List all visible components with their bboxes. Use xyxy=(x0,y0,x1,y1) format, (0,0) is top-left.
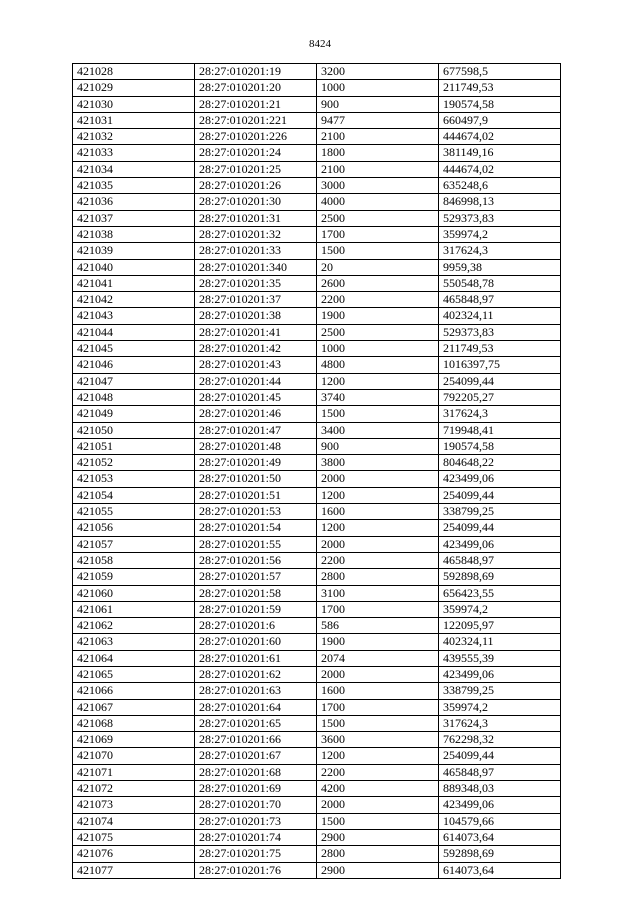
row-number-cell: 421037 xyxy=(73,210,195,226)
area-cell: 2000 xyxy=(317,536,439,552)
area-cell: 1600 xyxy=(317,683,439,699)
row-number-cell: 421034 xyxy=(73,161,195,177)
cadastral-number-cell: 28:27:010201:30 xyxy=(195,194,317,210)
area-cell: 900 xyxy=(317,438,439,454)
cadastral-number-cell: 28:27:010201:21 xyxy=(195,96,317,112)
cadastral-number-cell: 28:27:010201:75 xyxy=(195,846,317,862)
area-cell: 2200 xyxy=(317,764,439,780)
table-row xyxy=(73,634,561,650)
area-cell: 3400 xyxy=(317,422,439,438)
table-row xyxy=(73,569,561,585)
area-cell: 1700 xyxy=(317,226,439,242)
cadastral-value-cell: 190574,58 xyxy=(439,438,561,454)
cadastral-value-cell: 614073,64 xyxy=(439,829,561,845)
cadastral-value-cell: 792205,27 xyxy=(439,389,561,405)
cadastral-number-cell: 28:27:010201:63 xyxy=(195,683,317,699)
row-number-cell: 421069 xyxy=(73,732,195,748)
table-row xyxy=(73,178,561,194)
cadastral-value-cell: 677598,5 xyxy=(439,64,561,80)
table-row xyxy=(73,797,561,813)
cadastral-number-cell: 28:27:010201:67 xyxy=(195,748,317,764)
area-cell: 1600 xyxy=(317,504,439,520)
area-cell: 3740 xyxy=(317,389,439,405)
table-row xyxy=(73,389,561,405)
table-row xyxy=(73,471,561,487)
cadastral-number-cell: 28:27:010201:73 xyxy=(195,813,317,829)
area-cell: 4800 xyxy=(317,357,439,373)
area-cell: 2000 xyxy=(317,666,439,682)
cadastral-number-cell: 28:27:010201:6 xyxy=(195,618,317,634)
row-number-cell: 421050 xyxy=(73,422,195,438)
cadastral-value-cell: 529373,83 xyxy=(439,210,561,226)
area-cell: 3200 xyxy=(317,64,439,80)
table-body xyxy=(73,64,561,879)
page-number: 8424 xyxy=(309,38,331,50)
row-number-cell: 421064 xyxy=(73,650,195,666)
area-cell: 1200 xyxy=(317,748,439,764)
table-row xyxy=(73,64,561,80)
table-row xyxy=(73,373,561,389)
row-number-cell: 421061 xyxy=(73,601,195,617)
row-number-cell: 421047 xyxy=(73,373,195,389)
cadastral-number-cell: 28:27:010201:38 xyxy=(195,308,317,324)
cadastral-value-cell: 359974,2 xyxy=(439,226,561,242)
cadastral-value-cell: 439555,39 xyxy=(439,650,561,666)
table-row xyxy=(73,666,561,682)
cadastral-value-cell: 211749,53 xyxy=(439,341,561,357)
cadastral-value-cell: 444674,02 xyxy=(439,161,561,177)
row-number-cell: 421042 xyxy=(73,292,195,308)
cadastral-number-cell: 28:27:010201:66 xyxy=(195,732,317,748)
cadastral-number-cell: 28:27:010201:70 xyxy=(195,797,317,813)
area-cell: 1200 xyxy=(317,373,439,389)
area-cell: 2800 xyxy=(317,846,439,862)
table-row xyxy=(73,161,561,177)
cadastral-number-cell: 28:27:010201:340 xyxy=(195,259,317,275)
row-number-cell: 421036 xyxy=(73,194,195,210)
cadastral-number-cell: 28:27:010201:68 xyxy=(195,764,317,780)
area-cell: 1500 xyxy=(317,715,439,731)
cadastral-number-cell: 28:27:010201:59 xyxy=(195,601,317,617)
row-number-cell: 421070 xyxy=(73,748,195,764)
cadastral-value-cell: 423499,06 xyxy=(439,797,561,813)
table-row xyxy=(73,80,561,96)
cadastral-value-cell: 359974,2 xyxy=(439,699,561,715)
cadastral-value-cell: 254099,44 xyxy=(439,373,561,389)
cadastral-value-cell: 317624,3 xyxy=(439,715,561,731)
table-row xyxy=(73,650,561,666)
cadastral-number-cell: 28:27:010201:19 xyxy=(195,64,317,80)
cadastral-number-cell: 28:27:010201:51 xyxy=(195,487,317,503)
table-row xyxy=(73,438,561,454)
row-number-cell: 421053 xyxy=(73,471,195,487)
area-cell: 1900 xyxy=(317,308,439,324)
area-cell: 3000 xyxy=(317,178,439,194)
cadastral-number-cell: 28:27:010201:58 xyxy=(195,585,317,601)
cadastral-number-cell: 28:27:010201:20 xyxy=(195,80,317,96)
cadastral-number-cell: 28:27:010201:50 xyxy=(195,471,317,487)
row-number-cell: 421059 xyxy=(73,569,195,585)
cadastral-value-cell: 719948,41 xyxy=(439,422,561,438)
cadastral-number-cell: 28:27:010201:46 xyxy=(195,406,317,422)
cadastral-number-cell: 28:27:010201:69 xyxy=(195,781,317,797)
cadastral-value-cell: 656423,55 xyxy=(439,585,561,601)
area-cell: 1500 xyxy=(317,243,439,259)
table-row xyxy=(73,552,561,568)
cadastral-value-cell: 254099,44 xyxy=(439,487,561,503)
cadastral-number-cell: 28:27:010201:48 xyxy=(195,438,317,454)
cadastral-value-cell: 423499,06 xyxy=(439,536,561,552)
row-number-cell: 421051 xyxy=(73,438,195,454)
cadastral-number-cell: 28:27:010201:35 xyxy=(195,275,317,291)
area-cell: 2074 xyxy=(317,650,439,666)
cadastral-value-cell: 423499,06 xyxy=(439,471,561,487)
row-number-cell: 421062 xyxy=(73,618,195,634)
area-cell: 586 xyxy=(317,618,439,634)
table-row xyxy=(73,324,561,340)
cadastral-number-cell: 28:27:010201:61 xyxy=(195,650,317,666)
area-cell: 4200 xyxy=(317,781,439,797)
table-row xyxy=(73,308,561,324)
area-cell: 3600 xyxy=(317,732,439,748)
cadastral-number-cell: 28:27:010201:49 xyxy=(195,455,317,471)
cadastral-value-cell: 338799,25 xyxy=(439,504,561,520)
table-row xyxy=(73,504,561,520)
cadastral-number-cell: 28:27:010201:55 xyxy=(195,536,317,552)
row-number-cell: 421065 xyxy=(73,666,195,682)
row-number-cell: 421046 xyxy=(73,357,195,373)
row-number-cell: 421067 xyxy=(73,699,195,715)
area-cell: 20 xyxy=(317,259,439,275)
row-number-cell: 421029 xyxy=(73,80,195,96)
table-row xyxy=(73,145,561,161)
table-row xyxy=(73,275,561,291)
area-cell: 3800 xyxy=(317,455,439,471)
cadastral-number-cell: 28:27:010201:42 xyxy=(195,341,317,357)
cadastral-value-cell: 529373,83 xyxy=(439,324,561,340)
cadastral-value-cell: 465848,97 xyxy=(439,552,561,568)
cadastral-value-cell: 444674,02 xyxy=(439,129,561,145)
area-cell: 2500 xyxy=(317,324,439,340)
cadastral-value-table xyxy=(72,63,561,879)
table-row xyxy=(73,781,561,797)
cadastral-value-cell: 402324,11 xyxy=(439,308,561,324)
area-cell: 2900 xyxy=(317,829,439,845)
cadastral-value-cell: 804648,22 xyxy=(439,455,561,471)
area-cell: 1700 xyxy=(317,601,439,617)
cadastral-number-cell: 28:27:010201:53 xyxy=(195,504,317,520)
cadastral-number-cell: 28:27:010201:26 xyxy=(195,178,317,194)
area-cell: 9477 xyxy=(317,112,439,128)
row-number-cell: 421071 xyxy=(73,764,195,780)
row-number-cell: 421066 xyxy=(73,683,195,699)
area-cell: 2000 xyxy=(317,797,439,813)
area-cell: 900 xyxy=(317,96,439,112)
cadastral-value-cell: 660497,9 xyxy=(439,112,561,128)
table-row xyxy=(73,829,561,845)
table-row xyxy=(73,112,561,128)
table-row xyxy=(73,585,561,601)
cadastral-value-cell: 846998,13 xyxy=(439,194,561,210)
cadastral-number-cell: 28:27:010201:43 xyxy=(195,357,317,373)
row-number-cell: 421032 xyxy=(73,129,195,145)
area-cell: 1000 xyxy=(317,341,439,357)
cadastral-number-cell: 28:27:010201:33 xyxy=(195,243,317,259)
area-cell: 3100 xyxy=(317,585,439,601)
row-number-cell: 421045 xyxy=(73,341,195,357)
cadastral-value-cell: 338799,25 xyxy=(439,683,561,699)
area-cell: 2600 xyxy=(317,275,439,291)
table-row xyxy=(73,194,561,210)
cadastral-value-cell: 254099,44 xyxy=(439,520,561,536)
row-number-cell: 421068 xyxy=(73,715,195,731)
table-row xyxy=(73,226,561,242)
cadastral-value-cell: 550548,78 xyxy=(439,275,561,291)
table-row xyxy=(73,862,561,878)
cadastral-number-cell: 28:27:010201:65 xyxy=(195,715,317,731)
cadastral-value-cell: 1016397,75 xyxy=(439,357,561,373)
table-row xyxy=(73,422,561,438)
row-number-cell: 421075 xyxy=(73,829,195,845)
cadastral-number-cell: 28:27:010201:57 xyxy=(195,569,317,585)
cadastral-number-cell: 28:27:010201:56 xyxy=(195,552,317,568)
cadastral-value-cell: 317624,3 xyxy=(439,243,561,259)
row-number-cell: 421074 xyxy=(73,813,195,829)
cadastral-value-cell: 402324,11 xyxy=(439,634,561,650)
table-row xyxy=(73,764,561,780)
cadastral-value-cell: 317624,3 xyxy=(439,406,561,422)
cadastral-value-cell: 211749,53 xyxy=(439,80,561,96)
table-row xyxy=(73,259,561,275)
row-number-cell: 421031 xyxy=(73,112,195,128)
area-cell: 2500 xyxy=(317,210,439,226)
cadastral-number-cell: 28:27:010201:25 xyxy=(195,161,317,177)
row-number-cell: 421044 xyxy=(73,324,195,340)
row-number-cell: 421058 xyxy=(73,552,195,568)
area-cell: 2100 xyxy=(317,161,439,177)
cadastral-value-cell: 104579,66 xyxy=(439,813,561,829)
table-row xyxy=(73,292,561,308)
area-cell: 2000 xyxy=(317,471,439,487)
row-number-cell: 421054 xyxy=(73,487,195,503)
cadastral-number-cell: 28:27:010201:31 xyxy=(195,210,317,226)
cadastral-value-cell: 381149,16 xyxy=(439,145,561,161)
cadastral-value-cell: 423499,06 xyxy=(439,666,561,682)
cadastral-number-cell: 28:27:010201:60 xyxy=(195,634,317,650)
area-cell: 1000 xyxy=(317,80,439,96)
area-cell: 2200 xyxy=(317,292,439,308)
row-number-cell: 421040 xyxy=(73,259,195,275)
area-cell: 2900 xyxy=(317,862,439,878)
table-row xyxy=(73,357,561,373)
area-cell: 1200 xyxy=(317,520,439,536)
table-row xyxy=(73,715,561,731)
cadastral-number-cell: 28:27:010201:24 xyxy=(195,145,317,161)
cadastral-value-cell: 9959,38 xyxy=(439,259,561,275)
table-row xyxy=(73,683,561,699)
cadastral-number-cell: 28:27:010201:45 xyxy=(195,389,317,405)
area-cell: 2200 xyxy=(317,552,439,568)
area-cell: 1500 xyxy=(317,406,439,422)
table-row xyxy=(73,813,561,829)
cadastral-number-cell: 28:27:010201:226 xyxy=(195,129,317,145)
cadastral-number-cell: 28:27:010201:32 xyxy=(195,226,317,242)
table-row xyxy=(73,243,561,259)
row-number-cell: 421056 xyxy=(73,520,195,536)
cadastral-value-cell: 889348,03 xyxy=(439,781,561,797)
table-row xyxy=(73,846,561,862)
row-number-cell: 421072 xyxy=(73,781,195,797)
area-cell: 1700 xyxy=(317,699,439,715)
cadastral-number-cell: 28:27:010201:62 xyxy=(195,666,317,682)
row-number-cell: 421035 xyxy=(73,178,195,194)
cadastral-value-cell: 122095,97 xyxy=(439,618,561,634)
cadastral-value-cell: 635248,6 xyxy=(439,178,561,194)
table-row xyxy=(73,520,561,536)
area-cell: 2800 xyxy=(317,569,439,585)
row-number-cell: 421057 xyxy=(73,536,195,552)
row-number-cell: 421055 xyxy=(73,504,195,520)
area-cell: 2100 xyxy=(317,129,439,145)
table-row xyxy=(73,699,561,715)
area-cell: 4000 xyxy=(317,194,439,210)
table-row xyxy=(73,618,561,634)
cadastral-value-cell: 190574,58 xyxy=(439,96,561,112)
cadastral-value-cell: 254099,44 xyxy=(439,748,561,764)
cadastral-number-cell: 28:27:010201:76 xyxy=(195,862,317,878)
table-row xyxy=(73,601,561,617)
table-row xyxy=(73,455,561,471)
row-number-cell: 421043 xyxy=(73,308,195,324)
cadastral-number-cell: 28:27:010201:221 xyxy=(195,112,317,128)
cadastral-number-cell: 28:27:010201:47 xyxy=(195,422,317,438)
cadastral-number-cell: 28:27:010201:37 xyxy=(195,292,317,308)
row-number-cell: 421073 xyxy=(73,797,195,813)
cadastral-value-cell: 762298,32 xyxy=(439,732,561,748)
row-number-cell: 421048 xyxy=(73,389,195,405)
row-number-cell: 421077 xyxy=(73,862,195,878)
table-row xyxy=(73,406,561,422)
row-number-cell: 421028 xyxy=(73,64,195,80)
area-cell: 1200 xyxy=(317,487,439,503)
table-row xyxy=(73,732,561,748)
row-number-cell: 421063 xyxy=(73,634,195,650)
cadastral-number-cell: 28:27:010201:74 xyxy=(195,829,317,845)
row-number-cell: 421033 xyxy=(73,145,195,161)
table-row xyxy=(73,210,561,226)
table-row xyxy=(73,536,561,552)
row-number-cell: 421039 xyxy=(73,243,195,259)
table-row xyxy=(73,748,561,764)
cadastral-value-cell: 465848,97 xyxy=(439,292,561,308)
row-number-cell: 421060 xyxy=(73,585,195,601)
cadastral-number-cell: 28:27:010201:44 xyxy=(195,373,317,389)
cadastral-value-cell: 465848,97 xyxy=(439,764,561,780)
table-row xyxy=(73,96,561,112)
cadastral-value-cell: 592898,69 xyxy=(439,846,561,862)
cadastral-value-cell: 359974,2 xyxy=(439,601,561,617)
row-number-cell: 421076 xyxy=(73,846,195,862)
row-number-cell: 421041 xyxy=(73,275,195,291)
area-cell: 1800 xyxy=(317,145,439,161)
cadastral-number-cell: 28:27:010201:54 xyxy=(195,520,317,536)
table-row xyxy=(73,341,561,357)
row-number-cell: 421030 xyxy=(73,96,195,112)
area-cell: 1900 xyxy=(317,634,439,650)
table-row xyxy=(73,129,561,145)
cadastral-value-cell: 614073,64 xyxy=(439,862,561,878)
table-row xyxy=(73,487,561,503)
row-number-cell: 421049 xyxy=(73,406,195,422)
row-number-cell: 421038 xyxy=(73,226,195,242)
row-number-cell: 421052 xyxy=(73,455,195,471)
area-cell: 1500 xyxy=(317,813,439,829)
cadastral-number-cell: 28:27:010201:64 xyxy=(195,699,317,715)
cadastral-value-cell: 592898,69 xyxy=(439,569,561,585)
cadastral-number-cell: 28:27:010201:41 xyxy=(195,324,317,340)
